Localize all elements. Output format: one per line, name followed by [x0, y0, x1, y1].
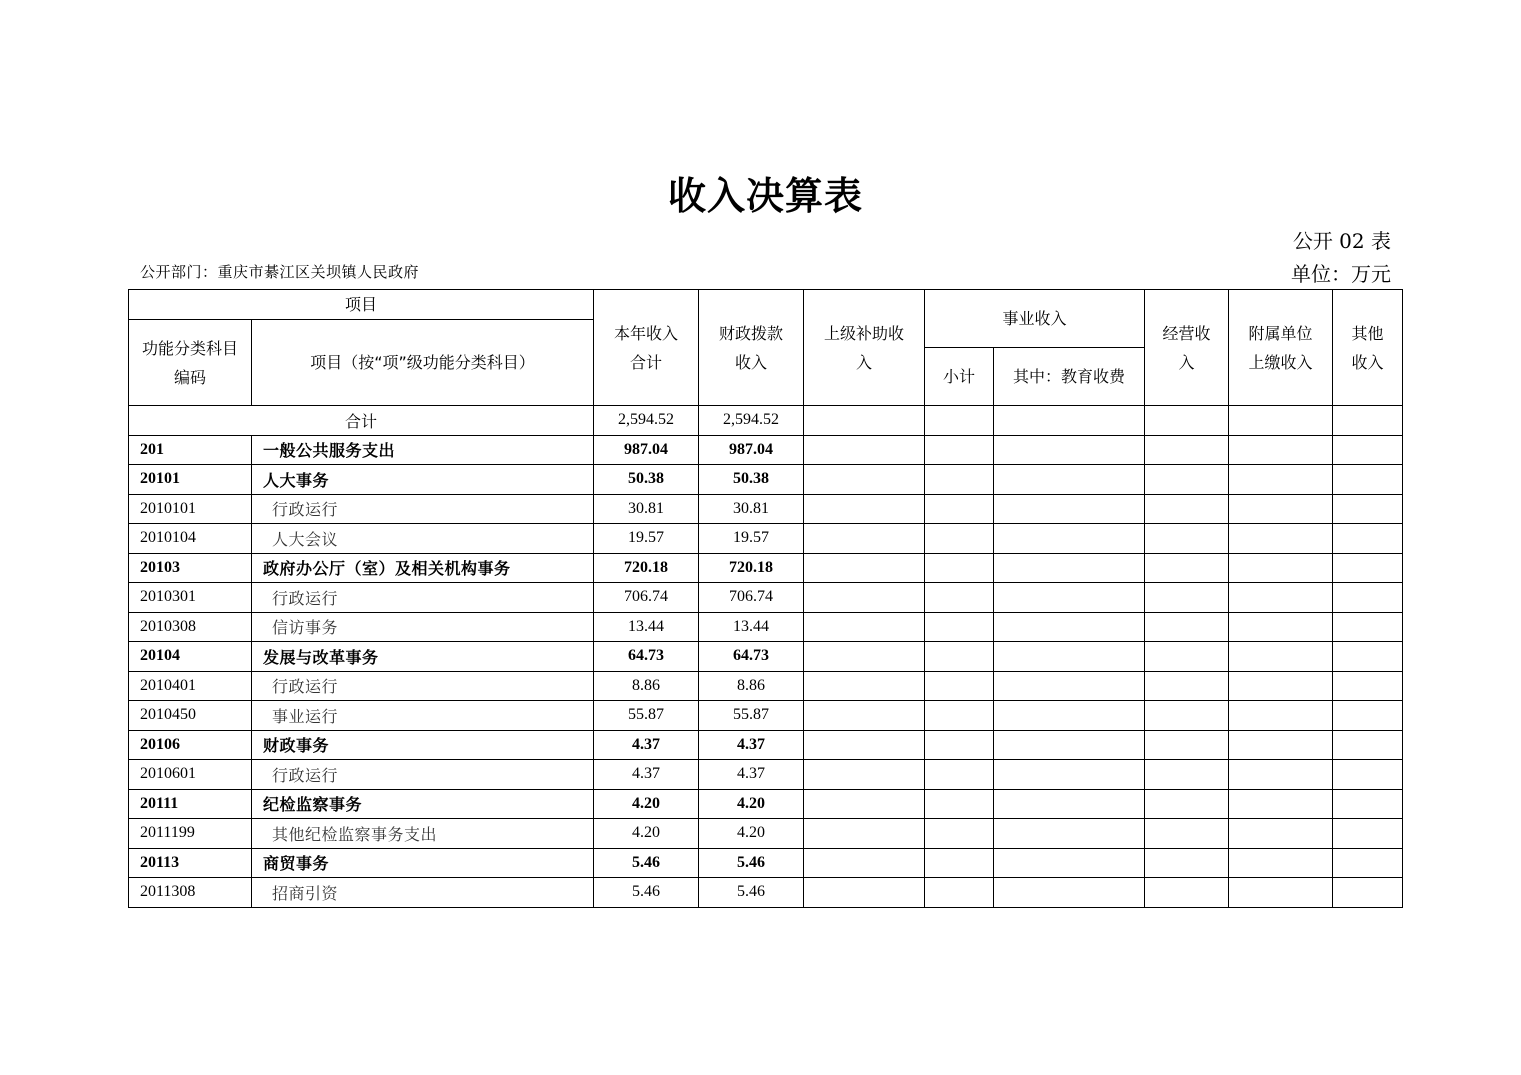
row-name: 行政运行	[252, 583, 594, 613]
row-total: 4.20	[594, 789, 699, 819]
empty-cell	[1333, 819, 1403, 849]
empty-cell	[994, 730, 1145, 760]
row-code: 2010308	[129, 612, 252, 642]
row-code: 20111	[129, 789, 252, 819]
empty-cell	[1229, 819, 1333, 849]
total-label: 合计	[129, 406, 594, 436]
empty-cell	[994, 642, 1145, 672]
row-name: 行政运行	[252, 671, 594, 701]
row-name: 人大会议	[252, 524, 594, 554]
empty-cell	[804, 553, 925, 583]
empty-cell	[1333, 494, 1403, 524]
empty-cell	[925, 701, 994, 731]
empty-cell	[994, 760, 1145, 790]
row-total: 30.81	[594, 494, 699, 524]
header-business: 事业收入	[925, 290, 1145, 348]
empty-cell	[1145, 612, 1229, 642]
empty-cell	[925, 848, 994, 878]
row-total: 5.46	[594, 878, 699, 908]
row-fiscal: 4.20	[699, 789, 804, 819]
empty-cell	[1145, 701, 1229, 731]
row-total: 19.57	[594, 524, 699, 554]
row-name: 信访事务	[252, 612, 594, 642]
row-code: 2011308	[129, 878, 252, 908]
empty-cell	[925, 583, 994, 613]
row-fiscal: 55.87	[699, 701, 804, 731]
table-row	[129, 583, 1403, 613]
total-amount: 2,594.52	[594, 406, 699, 436]
empty-cell	[1145, 642, 1229, 672]
row-code: 2010601	[129, 760, 252, 790]
empty-cell	[1229, 465, 1333, 495]
table-row	[129, 553, 1403, 583]
empty-cell	[1145, 760, 1229, 790]
empty-cell	[1229, 789, 1333, 819]
empty-cell	[994, 878, 1145, 908]
table-row	[129, 878, 1403, 908]
row-total: 720.18	[594, 553, 699, 583]
row-name: 政府办公厅（室）及相关机构事务	[252, 553, 594, 583]
empty-cell	[1145, 819, 1229, 849]
empty-cell	[1333, 701, 1403, 731]
table-row	[129, 642, 1403, 672]
row-fiscal: 30.81	[699, 494, 804, 524]
header-project: 项目	[129, 290, 594, 320]
header-subtotal: 小计	[925, 348, 994, 406]
row-code: 20104	[129, 642, 252, 672]
row-fiscal: 64.73	[699, 642, 804, 672]
empty-cell	[1145, 435, 1229, 465]
empty-cell	[925, 524, 994, 554]
empty-cell	[804, 819, 925, 849]
row-fiscal: 5.46	[699, 878, 804, 908]
empty-cell	[925, 435, 994, 465]
row-code: 201	[129, 435, 252, 465]
empty-cell	[994, 671, 1145, 701]
total-fiscal: 2,594.52	[699, 406, 804, 436]
row-code: 20113	[129, 848, 252, 878]
empty-cell	[804, 671, 925, 701]
table-row	[129, 465, 1403, 495]
empty-cell	[804, 642, 925, 672]
empty-cell	[804, 730, 925, 760]
empty-cell	[925, 878, 994, 908]
empty-cell	[804, 760, 925, 790]
table-number: 公开 02 表	[1292, 229, 1391, 253]
empty-cell	[1333, 760, 1403, 790]
empty-cell	[804, 612, 925, 642]
page-title: 收入决算表	[667, 174, 863, 218]
row-fiscal: 19.57	[699, 524, 804, 554]
row-code: 2010450	[129, 701, 252, 731]
header-name: 项目（按“项”级功能分类科目）	[252, 320, 594, 406]
empty-cell	[804, 848, 925, 878]
empty-cell	[1333, 642, 1403, 672]
empty-cell	[994, 612, 1145, 642]
empty-cell	[1145, 524, 1229, 554]
empty-cell	[994, 819, 1145, 849]
empty-cell	[1145, 465, 1229, 495]
row-name: 纪检监察事务	[252, 789, 594, 819]
header-subsidy: 上级补助收入	[804, 290, 925, 406]
empty-cell	[925, 789, 994, 819]
row-name: 行政运行	[252, 760, 594, 790]
empty-cell	[1333, 730, 1403, 760]
empty-cell	[804, 789, 925, 819]
empty-cell	[1333, 612, 1403, 642]
header-edu: 其中：教育收费	[994, 348, 1145, 406]
row-total: 987.04	[594, 435, 699, 465]
empty-cell	[804, 465, 925, 495]
empty-cell	[994, 789, 1145, 819]
row-total: 8.86	[594, 671, 699, 701]
row-name: 事业运行	[252, 701, 594, 731]
table-row	[129, 494, 1403, 524]
empty-cell	[804, 435, 925, 465]
empty-cell	[1229, 583, 1333, 613]
empty-cell	[925, 671, 994, 701]
empty-cell	[994, 848, 1145, 878]
empty-cell	[1333, 435, 1403, 465]
row-fiscal: 13.44	[699, 612, 804, 642]
row-total: 4.37	[594, 760, 699, 790]
empty-cell	[804, 878, 925, 908]
empty-cell	[1229, 494, 1333, 524]
row-fiscal: 8.86	[699, 671, 804, 701]
empty-cell	[925, 612, 994, 642]
department-label: 公开部门：重庆市綦江区关坝镇人民政府	[140, 263, 420, 281]
empty-cell	[994, 553, 1145, 583]
row-code: 20106	[129, 730, 252, 760]
table-row	[129, 789, 1403, 819]
row-code: 20101	[129, 465, 252, 495]
empty-cell	[1229, 878, 1333, 908]
row-total: 13.44	[594, 612, 699, 642]
table-row	[129, 819, 1403, 849]
empty-cell	[1229, 435, 1333, 465]
table-row	[129, 612, 1403, 642]
empty-cell	[1229, 642, 1333, 672]
empty-cell	[1229, 730, 1333, 760]
empty-cell	[994, 494, 1145, 524]
row-name: 发展与改革事务	[252, 642, 594, 672]
row-total: 55.87	[594, 701, 699, 731]
row-total: 706.74	[594, 583, 699, 613]
empty-cell	[1333, 878, 1403, 908]
row-total: 4.37	[594, 730, 699, 760]
row-fiscal: 987.04	[699, 435, 804, 465]
row-name: 人大事务	[252, 465, 594, 495]
unit-label: 单位：万元	[1291, 262, 1391, 286]
row-code: 2010101	[129, 494, 252, 524]
empty-cell	[804, 524, 925, 554]
row-name: 其他纪检监察事务支出	[252, 819, 594, 849]
empty-cell	[1145, 494, 1229, 524]
row-total: 4.20	[594, 819, 699, 849]
row-code: 2010401	[129, 671, 252, 701]
row-fiscal: 50.38	[699, 465, 804, 495]
empty-cell	[925, 730, 994, 760]
empty-cell	[1145, 553, 1229, 583]
table-row	[129, 730, 1403, 760]
row-fiscal: 4.37	[699, 730, 804, 760]
row-name: 财政事务	[252, 730, 594, 760]
table-row	[129, 701, 1403, 731]
empty-cell	[1229, 671, 1333, 701]
empty-cell	[1229, 524, 1333, 554]
income-table	[128, 289, 1403, 908]
empty-cell	[925, 819, 994, 849]
empty-cell	[1333, 848, 1403, 878]
row-code: 20103	[129, 553, 252, 583]
empty-cell	[994, 465, 1145, 495]
empty-cell	[1333, 671, 1403, 701]
header-fiscal: 财政拨款收入	[699, 290, 804, 406]
row-fiscal: 5.46	[699, 848, 804, 878]
header-affiliate: 附属单位上缴收入	[1229, 290, 1333, 406]
empty-cell	[804, 701, 925, 731]
row-total: 5.46	[594, 848, 699, 878]
empty-cell	[994, 435, 1145, 465]
row-code: 2010104	[129, 524, 252, 554]
row-total: 64.73	[594, 642, 699, 672]
table-row	[129, 760, 1403, 790]
row-fiscal: 720.18	[699, 553, 804, 583]
empty-cell	[1333, 524, 1403, 554]
row-name: 行政运行	[252, 494, 594, 524]
empty-cell	[1145, 583, 1229, 613]
row-code: 2011199	[129, 819, 252, 849]
empty-cell	[925, 642, 994, 672]
empty-cell	[925, 760, 994, 790]
empty-cell	[1333, 553, 1403, 583]
header-operating: 经营收入	[1145, 290, 1229, 406]
row-code: 2010301	[129, 583, 252, 613]
row-fiscal: 706.74	[699, 583, 804, 613]
row-name: 招商引资	[252, 878, 594, 908]
empty-cell	[1333, 789, 1403, 819]
row-fiscal: 4.20	[699, 819, 804, 849]
empty-cell	[1229, 848, 1333, 878]
row-name: 商贸事务	[252, 848, 594, 878]
table-row	[129, 671, 1403, 701]
empty-cell	[1145, 730, 1229, 760]
header-total: 本年收入合计	[594, 290, 699, 406]
empty-cell	[994, 524, 1145, 554]
empty-cell	[804, 583, 925, 613]
empty-cell	[1145, 789, 1229, 819]
table-row	[129, 524, 1403, 554]
table-row	[129, 848, 1403, 878]
header-other: 其他收入	[1333, 290, 1403, 406]
row-fiscal: 4.37	[699, 760, 804, 790]
table-row	[129, 435, 1403, 465]
empty-cell	[1333, 465, 1403, 495]
empty-cell	[1229, 612, 1333, 642]
empty-cell	[804, 494, 925, 524]
empty-cell	[1333, 583, 1403, 613]
empty-cell	[925, 465, 994, 495]
empty-cell	[994, 583, 1145, 613]
empty-cell	[994, 701, 1145, 731]
empty-cell	[1145, 848, 1229, 878]
empty-cell	[1229, 760, 1333, 790]
empty-cell	[1229, 553, 1333, 583]
empty-cell	[925, 494, 994, 524]
empty-cell	[1229, 701, 1333, 731]
row-total: 50.38	[594, 465, 699, 495]
empty-cell	[925, 553, 994, 583]
header-code: 功能分类科目编码	[129, 320, 252, 406]
empty-cell	[1145, 671, 1229, 701]
empty-cell	[1145, 878, 1229, 908]
row-name: 一般公共服务支出	[252, 435, 594, 465]
